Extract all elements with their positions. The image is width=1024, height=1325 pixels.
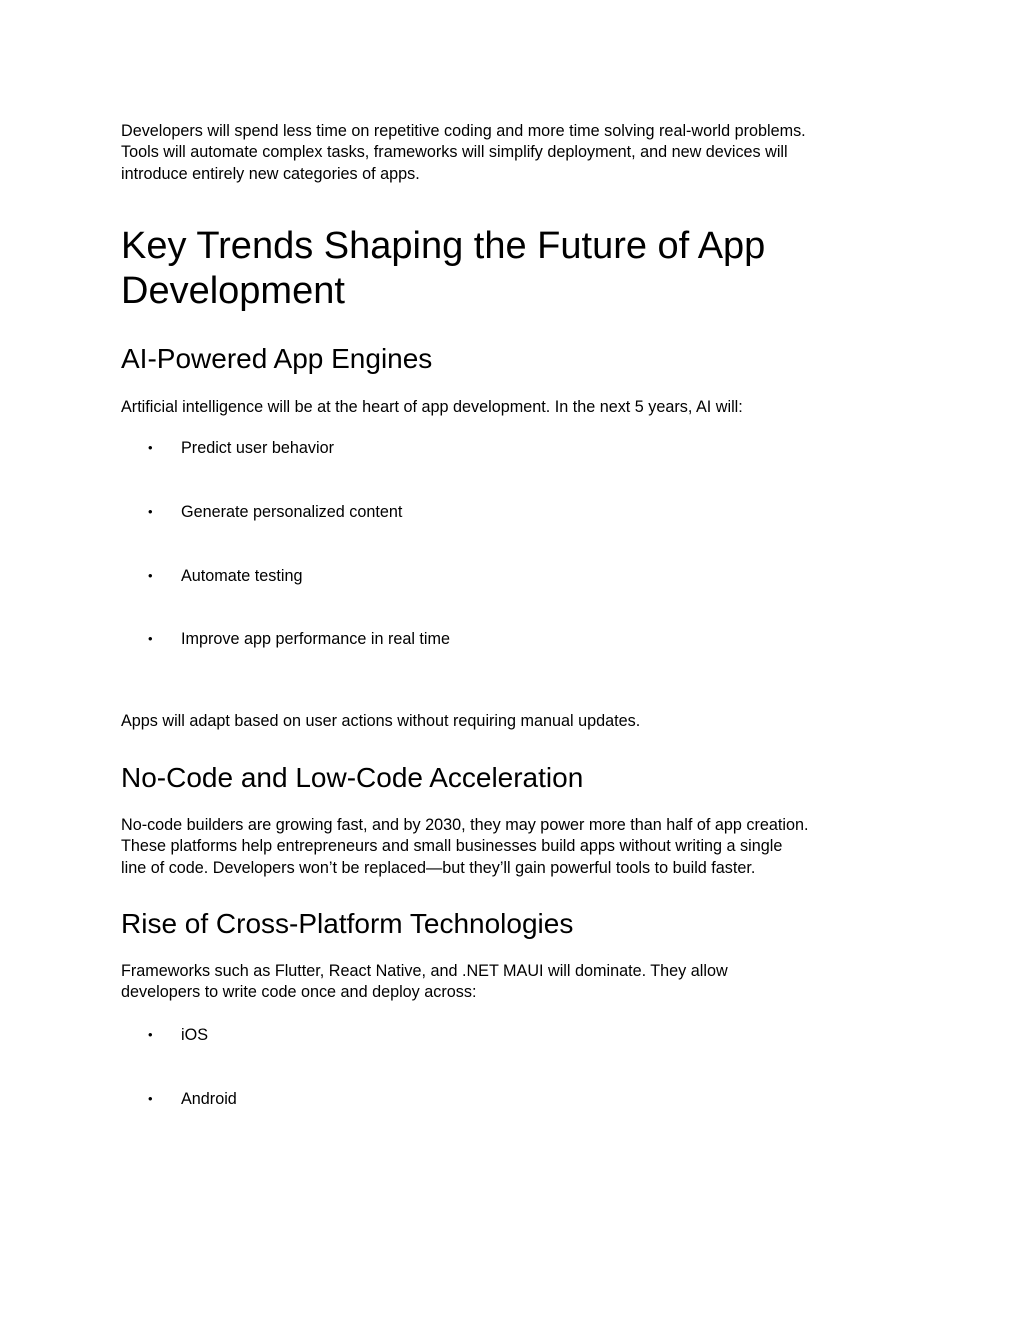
list-item-text: Automate testing bbox=[181, 567, 303, 585]
bullet-icon: • bbox=[148, 1091, 153, 1106]
list-item-text: iOS bbox=[181, 1026, 208, 1044]
list-item bbox=[148, 565, 848, 587]
list-item bbox=[148, 628, 848, 650]
section-heading-ai: AI-Powered App Engines bbox=[121, 343, 433, 374]
section-cross-paragraph bbox=[121, 961, 921, 1004]
section-ai-intro: Artificial intelligence will be at the heart of app development. In the next 5 years, AI will: bbox=[121, 398, 743, 416]
intro-line-3: introduce entirely new categories of apps. bbox=[121, 164, 420, 183]
bullet-icon: • bbox=[148, 504, 153, 519]
main-heading bbox=[121, 224, 901, 314]
main-heading-line-2: Development bbox=[121, 270, 345, 312]
list-item-text: Improve app performance in real time bbox=[181, 630, 451, 648]
main-heading-line-1: Key Trends Shaping the Future of App bbox=[121, 225, 766, 267]
bullet-icon: • bbox=[148, 631, 153, 646]
bullet-icon: • bbox=[148, 1027, 153, 1042]
nocode-line-3: line of code. Developers won’t be replaced—but they’ll gain powerful tools to build faster. bbox=[121, 858, 756, 877]
list-item-text: Predict user behavior bbox=[181, 439, 334, 457]
section-nocode-paragraph bbox=[121, 815, 921, 879]
nocode-line-2: These platforms help entrepreneurs and small businesses build apps without writing a single bbox=[121, 837, 783, 856]
cross-line-1: Frameworks such as Flutter, React Native, and .NET MAUI will dominate. They allow bbox=[121, 962, 728, 980]
nocode-line-1: No-code builders are growing fast, and by 2030, they may power more than half of app creation. bbox=[121, 816, 809, 834]
list-item bbox=[148, 437, 848, 459]
section-ai-closing: Apps will adapt based on user actions without requiring manual updates. bbox=[121, 712, 641, 730]
bullet-icon: • bbox=[148, 440, 153, 455]
list-item bbox=[148, 1088, 848, 1110]
list-item-text: Generate personalized content bbox=[181, 503, 403, 521]
intro-line-1: Developers will spend less time on repetitive coding and more time solving real-world problems. bbox=[121, 122, 806, 140]
section-heading-cross-platform: Rise of Cross-Platform Technologies bbox=[121, 908, 574, 939]
intro-line-2: Tools will automate complex tasks, frameworks will simplify deployment, and new devices will bbox=[121, 143, 788, 162]
cross-line-2: developers to write code once and deploy across: bbox=[121, 983, 477, 1002]
list-item bbox=[148, 1024, 848, 1046]
list-item-text: Android bbox=[181, 1090, 237, 1108]
list-item bbox=[148, 501, 848, 523]
bullet-icon: • bbox=[148, 568, 153, 583]
section-heading-nocode: No-Code and Low-Code Acceleration bbox=[121, 762, 584, 793]
intro-paragraph bbox=[121, 121, 921, 185]
